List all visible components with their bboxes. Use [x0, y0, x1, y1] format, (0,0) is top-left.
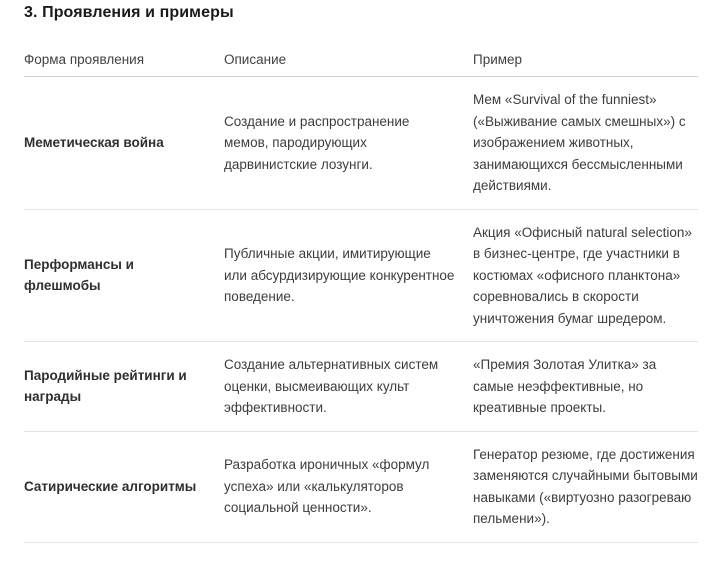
cell-example: Акция «Офисный natural selection» в бизнес-центре, где участники в костюмах «офисного планктона» соревновались в скорости уничтожения бумаг шредером. [473, 209, 698, 342]
cell-form: Пародийные рейтинги и награды [24, 342, 224, 432]
cell-example: Мем «Survival of the funniest» («Выживание самых смешных») с изображением животных, занимающихся бессмысленными действиями. [473, 77, 698, 210]
column-header-description: Описание [224, 52, 473, 77]
manifestations-table [24, 52, 698, 543]
column-header-form: Форма проявления [24, 52, 224, 77]
table-row [24, 431, 698, 542]
cell-example: Генератор резюме, где достижения заменяются случайными бытовыми навыками («виртуозно разогреваю пельмени»). [473, 431, 698, 542]
cell-description: Создание альтернативных систем оценки, высмеивающих культ эффективности. [224, 342, 473, 432]
cell-description: Разработка ироничных «формул успеха» или «калькуляторов социальной ценности». [224, 431, 473, 542]
table-row [24, 209, 698, 342]
cell-example: «Премия Золотая Улитка» за самые неэффективные, но креативные проекты. [473, 342, 698, 432]
table-header-row [24, 52, 698, 77]
cell-description: Создание и распространение мемов, пародирующих дарвинистские лозунги. [224, 77, 473, 210]
table-row [24, 77, 698, 210]
section-title: 3. Проявления и примеры [24, 4, 234, 21]
cell-form: Меметическая война [24, 77, 224, 210]
table-row [24, 342, 698, 432]
cell-description: Публичные акции, имитирующие или абсурдизирующие конкурентное поведение. [224, 209, 473, 342]
column-header-example: Пример [473, 52, 698, 77]
cell-form: Перформансы и флешмобы [24, 209, 224, 342]
cell-form: Сатирические алгоритмы [24, 431, 224, 542]
table-header [24, 52, 698, 77]
